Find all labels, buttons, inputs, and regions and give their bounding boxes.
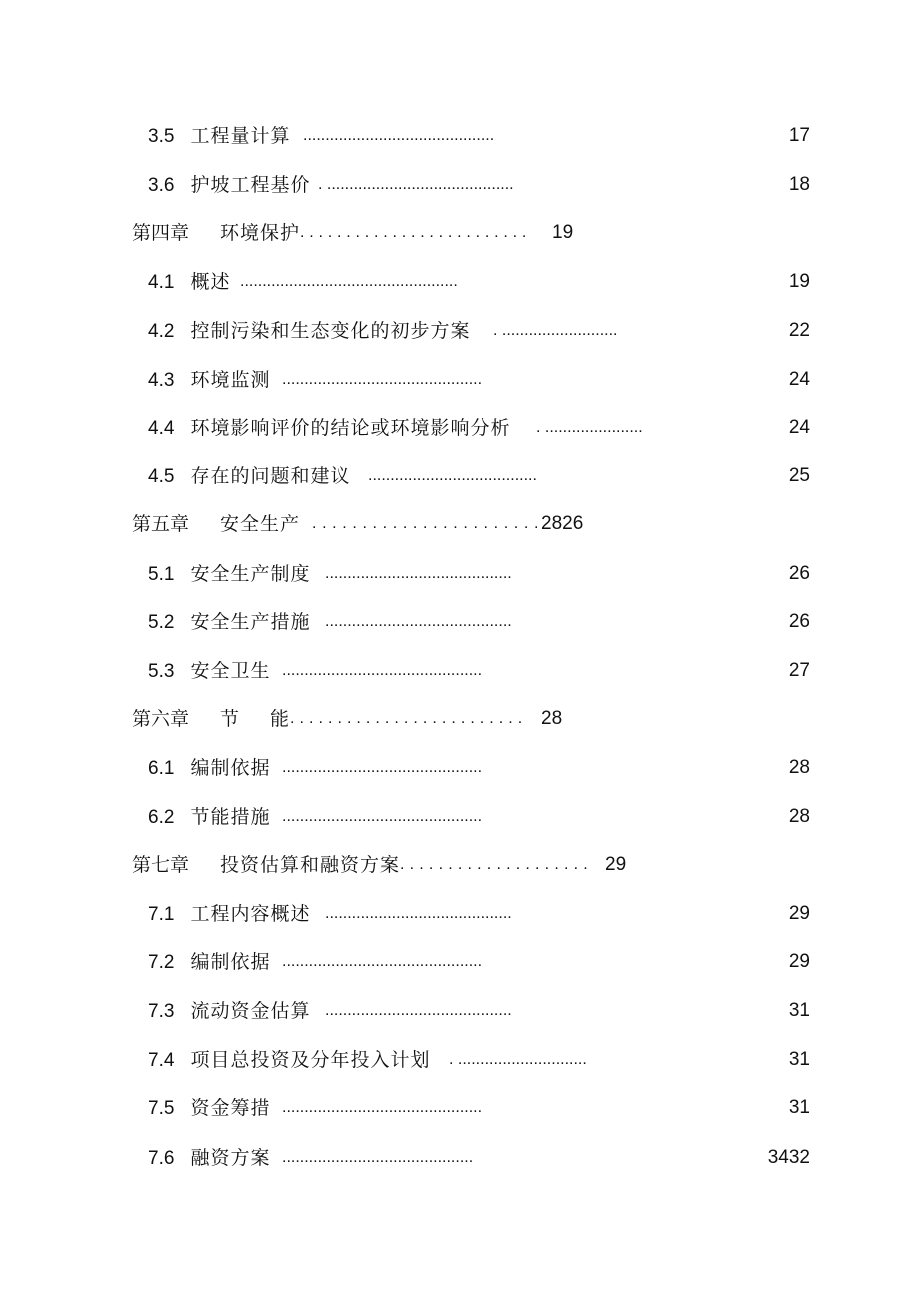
toc-chapter-title: 安全生产 bbox=[220, 513, 301, 535]
toc-entry-page: 28 bbox=[788, 806, 810, 827]
toc-entry-page: 26 bbox=[788, 563, 810, 584]
toc-entry-title: 安全卫生 bbox=[190, 660, 271, 682]
toc-entry-page: 27 bbox=[788, 660, 810, 681]
toc-chapter-number: 第六章 bbox=[132, 708, 190, 730]
toc-entry[interactable] bbox=[148, 997, 818, 1025]
toc-entry-page: 19 bbox=[788, 271, 810, 292]
toc-entry[interactable] bbox=[148, 948, 818, 976]
toc-entry-leader: ............................................. bbox=[282, 759, 483, 776]
toc-entry-title: 护坡工程基价 bbox=[190, 174, 311, 196]
toc-entry-title: 项目总投资及分年投入计划 bbox=[190, 1049, 431, 1071]
toc-entry-number: 4.4 bbox=[148, 418, 175, 439]
toc-entry[interactable] bbox=[148, 122, 818, 150]
toc-entry-leader: ...................................... bbox=[368, 467, 537, 484]
toc-chapter-title: 环境保护 bbox=[220, 222, 301, 244]
toc-entry[interactable] bbox=[148, 268, 818, 296]
toc-entry-page: 26 bbox=[788, 611, 810, 632]
toc-entry-leader: ............................................. bbox=[282, 953, 483, 970]
toc-entry[interactable] bbox=[148, 317, 818, 345]
toc-chapter-leader: . . . . . . . . . . . . . . . . . . . . . . . . . bbox=[290, 710, 523, 727]
toc-entry-page: 3432 bbox=[767, 1147, 810, 1168]
toc-entry-title: 安全生产措施 bbox=[190, 611, 311, 633]
toc-entry-number: 7.4 bbox=[148, 1050, 175, 1071]
toc-chapter-page: 2826 bbox=[541, 513, 584, 534]
toc-chapter-leader: .................... bbox=[400, 856, 593, 873]
toc-entry[interactable] bbox=[148, 462, 818, 490]
toc-entry[interactable] bbox=[148, 900, 818, 928]
toc-entry-number: 4.1 bbox=[148, 272, 175, 293]
toc-entry-leader: .......................................... bbox=[325, 565, 512, 582]
toc-entry-page: 24 bbox=[788, 369, 810, 390]
toc-chapter-title: 节 能 bbox=[220, 708, 296, 730]
toc-entry-title: 环境监测 bbox=[190, 369, 271, 391]
toc-entry-title: 工程量计算 bbox=[190, 125, 291, 147]
toc-entry-page: 18 bbox=[788, 174, 810, 195]
toc-entry-page: 25 bbox=[788, 465, 810, 486]
toc-entry[interactable] bbox=[148, 366, 818, 394]
toc-entry[interactable] bbox=[148, 657, 818, 685]
toc-entry[interactable] bbox=[148, 803, 818, 831]
toc-entry-number: 5.2 bbox=[148, 612, 175, 633]
toc-chapter[interactable] bbox=[132, 851, 652, 879]
toc-entry-leader: ............................................. bbox=[282, 662, 483, 679]
toc-chapter-leader: . . . . . . . . . . . . . . . . . . . . . . . bbox=[312, 515, 540, 532]
toc-chapter-leader: ......................... bbox=[300, 224, 532, 241]
toc-entry[interactable] bbox=[148, 1144, 818, 1172]
toc-entry-leader: ............................................. bbox=[282, 1099, 483, 1116]
toc-entry-title: 控制污染和生态变化的初步方案 bbox=[190, 320, 471, 342]
toc-entry-leader: ........................................... bbox=[303, 127, 495, 144]
toc-entry-page: 22 bbox=[788, 320, 810, 341]
toc-chapter[interactable] bbox=[132, 219, 632, 247]
toc-chapter-title: 投资估算和融资方案 bbox=[220, 854, 401, 876]
toc-entry-page: 29 bbox=[788, 903, 810, 924]
toc-entry-title: 编制依据 bbox=[190, 757, 271, 779]
toc-entry-number: 7.1 bbox=[148, 904, 175, 925]
toc-entry-number: 5.3 bbox=[148, 661, 175, 682]
toc-chapter-number: 第四章 bbox=[132, 222, 190, 244]
toc-entry-page: 17 bbox=[788, 125, 810, 146]
toc-entry-title: 编制依据 bbox=[190, 951, 271, 973]
toc-entry[interactable] bbox=[148, 1046, 818, 1074]
toc-chapter[interactable] bbox=[132, 510, 632, 538]
toc-entry-title: 工程内容概述 bbox=[190, 903, 311, 925]
toc-entry-page: 29 bbox=[788, 951, 810, 972]
toc-entry-leader: ............................................. bbox=[282, 371, 483, 388]
toc-entry-page: 28 bbox=[788, 757, 810, 778]
toc-entry-title: 安全生产制度 bbox=[190, 563, 311, 585]
toc-chapter-number: 第五章 bbox=[132, 513, 190, 535]
toc-entry-page: 31 bbox=[788, 1000, 810, 1021]
toc-entry[interactable] bbox=[148, 560, 818, 588]
toc-entry-page: 31 bbox=[788, 1097, 810, 1118]
toc-entry-leader: ............................................. bbox=[282, 808, 483, 825]
toc-entry-number: 3.5 bbox=[148, 126, 175, 147]
toc-entry-leader: . .......................... bbox=[493, 322, 618, 339]
toc-entry[interactable] bbox=[148, 608, 818, 636]
toc-entry-page: 24 bbox=[788, 417, 810, 438]
toc-entry-title: 融资方案 bbox=[190, 1147, 271, 1169]
toc-entry-title: 流动资金估算 bbox=[190, 1000, 311, 1022]
toc-entry-leader: . .......................................... bbox=[318, 176, 514, 193]
toc-entry-leader: . ............................. bbox=[449, 1051, 587, 1068]
toc-entry[interactable] bbox=[148, 1094, 818, 1122]
toc-entry-leader: ................................................. bbox=[240, 273, 458, 290]
toc-entry-number: 6.1 bbox=[148, 758, 175, 779]
toc-entry-leader: .......................................... bbox=[325, 1002, 512, 1019]
toc-entry-title: 概述 bbox=[190, 271, 231, 293]
toc-entry-number: 7.3 bbox=[148, 1001, 175, 1022]
toc-entry-number: 4.2 bbox=[148, 321, 175, 342]
toc-entry-leader: .......................................... bbox=[325, 613, 512, 630]
toc-chapter[interactable] bbox=[132, 705, 632, 733]
toc-chapter-number: 第七章 bbox=[132, 854, 190, 876]
toc-entry-number: 4.5 bbox=[148, 466, 175, 487]
toc-chapter-page: 29 bbox=[605, 854, 627, 875]
toc-entry-title: 存在的问题和建议 bbox=[190, 465, 351, 487]
toc-entry-page: 31 bbox=[788, 1049, 810, 1070]
toc-entry[interactable] bbox=[148, 414, 818, 442]
toc-entry[interactable] bbox=[148, 754, 818, 782]
toc-entry-title: 资金筹措 bbox=[190, 1097, 271, 1119]
toc-entry-title: 环境影响评价的结论或环境影响分析 bbox=[190, 417, 511, 439]
toc-entry-leader: . ...................... bbox=[536, 419, 643, 436]
toc-entry-number: 5.1 bbox=[148, 564, 175, 585]
toc-entry-number: 3.6 bbox=[148, 175, 175, 196]
toc-entry-title: 节能措施 bbox=[190, 806, 271, 828]
toc-entry-leader: ........................................... bbox=[282, 1149, 474, 1166]
toc-entry-leader: .......................................... bbox=[325, 905, 512, 922]
toc-entry[interactable] bbox=[148, 171, 818, 199]
toc-chapter-page: 19 bbox=[552, 222, 574, 243]
toc-entry-number: 7.5 bbox=[148, 1098, 175, 1119]
toc-entry-number: 7.2 bbox=[148, 952, 175, 973]
toc-entry-number: 6.2 bbox=[148, 807, 175, 828]
toc-entry-number: 4.3 bbox=[148, 370, 175, 391]
toc-entry-number: 7.6 bbox=[148, 1148, 175, 1169]
toc-chapter-page: 28 bbox=[541, 708, 563, 729]
